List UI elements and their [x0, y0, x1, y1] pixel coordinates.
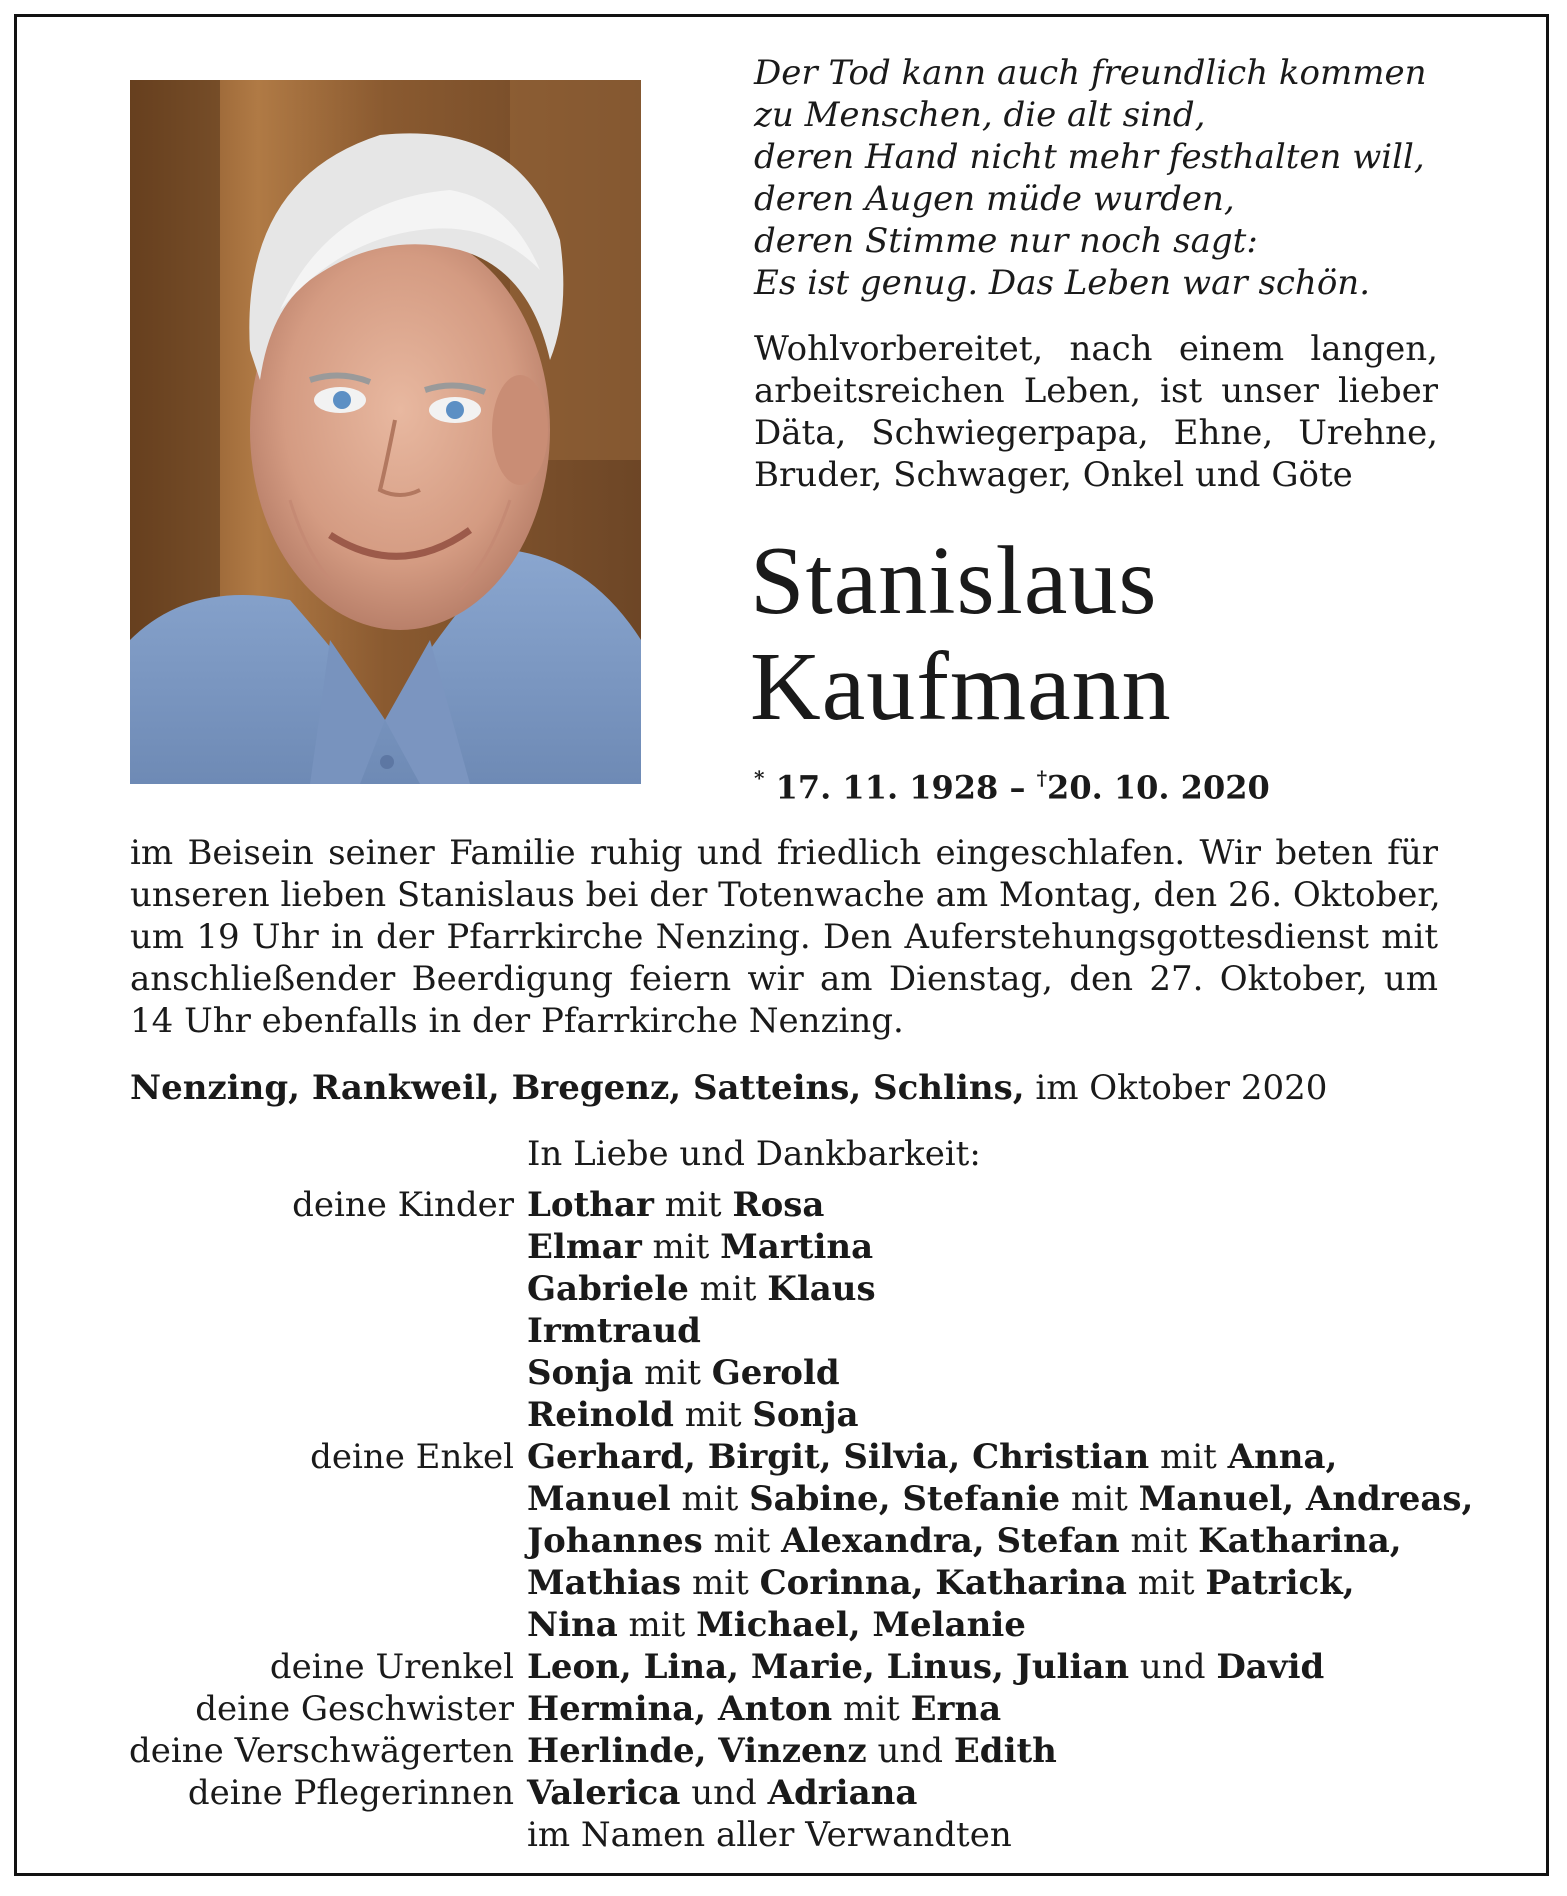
poem-line: zu Menschen, die alt sind, [754, 95, 1206, 135]
relative-name: Erna [910, 1689, 1002, 1729]
family-row-enkel [0, 1562, 1567, 1604]
connector-word: mit [670, 1479, 750, 1519]
closing-line: im Namen aller Verwandten [527, 1815, 1012, 1855]
announcement-line: um 19 Uhr in der Pfarrkirche Nenzing. Den Auferstehungsgottesdienst mit [130, 917, 1438, 957]
relative-name: Manuel, Andreas, [1138, 1479, 1474, 1519]
relative-name: Michael, Melanie [696, 1605, 1026, 1645]
announcement-text [130, 832, 1441, 1042]
relation-label [0, 1604, 527, 1646]
intro-line: Bruder, Schwager, Onkel und Göte [754, 455, 1353, 495]
relative-name: Reinold [527, 1395, 674, 1435]
relation-label: deine Verschwägerten [129, 1731, 514, 1771]
poem-line: deren Stimme nur noch sagt: [754, 221, 1258, 261]
intro-line: Däta, Schwiegerpapa, Ehne, Urehne, [754, 413, 1438, 453]
birth-date: 17. 11. 1928 [775, 768, 999, 807]
death-date: 20. 10. 2020 [1047, 768, 1270, 807]
relative-name: Corinna, Katharina [759, 1563, 1127, 1603]
intro-line: Wohlvorbereitet, nach einem langen, [754, 329, 1438, 369]
relative-name: Sonja [527, 1353, 634, 1393]
relation-label [0, 1520, 527, 1562]
relation-label [0, 1268, 527, 1310]
relative-names [527, 1688, 1001, 1730]
relation-label [0, 1352, 527, 1394]
relative-name: David [1216, 1647, 1325, 1687]
poem-line: Es ist genug. Das Leben war schön. [754, 263, 1371, 303]
relative-name: Valerica [527, 1773, 681, 1813]
family-row-kinder [0, 1226, 1567, 1268]
relative-name: Gabriele [527, 1269, 689, 1309]
relative-name: Johannes [527, 1521, 703, 1561]
family-row-enkel [0, 1604, 1567, 1646]
relation-label: deine Urenkel [269, 1647, 514, 1687]
relative-name: Herlinde, Vinzenz [527, 1731, 867, 1771]
last-name: Kaufmann [750, 633, 1172, 741]
places-line [130, 1068, 1327, 1108]
intro-line: arbeitsreichen Leben, ist unser lieber [754, 371, 1438, 411]
relative-name: Adriana [767, 1773, 918, 1813]
connector-word: mit [702, 1521, 782, 1561]
announcement-line: anschließender Beerdigung feiern wir am Dienstag, den 27. Oktober, um [130, 959, 1438, 999]
relative-names [527, 1184, 824, 1226]
relative-name: Lothar [527, 1185, 654, 1225]
relative-name: Rosa [732, 1185, 825, 1225]
relative-names [527, 1730, 1057, 1772]
relative-name: Anna, [1227, 1437, 1338, 1477]
relative-names [527, 1562, 1355, 1604]
connector-word: mit [1119, 1521, 1199, 1561]
places-locations: Nenzing, Rankweil, Bregenz, Satteins, Schlins, [130, 1068, 1025, 1108]
relation-label [0, 1478, 527, 1520]
family-row-kinder [0, 1394, 1567, 1436]
relation-label: deine Geschwister [195, 1689, 514, 1729]
family-row-kinder [0, 1310, 1567, 1352]
life-dates [754, 768, 1270, 807]
date-dash: – [1009, 768, 1026, 807]
portrait-image [130, 80, 641, 784]
connector-word: mit [681, 1563, 760, 1603]
relative-name: Katharina, [1198, 1521, 1402, 1561]
announcement-line: unseren lieben Stanislaus bei der Totenwache am Montag, den 26. Oktober, [130, 875, 1441, 915]
family-row-kinder [0, 1184, 1567, 1226]
connector-word: mit [673, 1395, 753, 1435]
relative-name: Sabine, Stefanie [749, 1479, 1061, 1519]
relative-names [527, 1520, 1402, 1562]
connector-word: mit [1126, 1563, 1206, 1603]
relative-name: Manuel [527, 1479, 671, 1519]
connector-word: mit [1060, 1479, 1139, 1519]
relative-names [527, 1604, 1026, 1646]
signoff: In Liebe und Dankbarkeit: [527, 1134, 981, 1174]
connector-word: mit [1149, 1437, 1228, 1477]
relative-name: Elmar [527, 1227, 642, 1267]
family-row-enkel [0, 1436, 1567, 1478]
places-date: im Oktober 2020 [1024, 1068, 1328, 1108]
family-list [0, 1184, 1567, 1856]
relative-names [527, 1268, 876, 1310]
relation-label: deine Enkel [310, 1437, 514, 1477]
connector-word: und [1129, 1647, 1217, 1687]
relative-name: Hermina, Anton [527, 1689, 833, 1729]
connector-word: mit [633, 1353, 712, 1393]
relative-names [527, 1226, 873, 1268]
family-row-pflegerinnen [0, 1772, 1567, 1814]
relative-name: Martina [720, 1227, 874, 1267]
relative-name: Gerhard, Birgit, Silvia, Christian [527, 1437, 1150, 1477]
relative-name: Mathias [527, 1563, 682, 1603]
relation-label: deine Kinder [292, 1185, 514, 1225]
family-row-urenkel [0, 1646, 1567, 1688]
announcement-line: 14 Uhr ebenfalls in der Pfarrkirche Nenzing. [130, 1001, 904, 1041]
relative-name: Nina [527, 1605, 618, 1645]
poem-line: Der Tod kann auch freundlich kommen [754, 53, 1427, 93]
connector-word: und [680, 1773, 768, 1813]
relative-names [527, 1352, 840, 1394]
relation-label [0, 1310, 527, 1352]
connector-word: mit [617, 1605, 697, 1645]
relative-name: Sonja [752, 1395, 859, 1435]
connector-word: mit [688, 1269, 768, 1309]
relative-names [527, 1436, 1337, 1478]
poem-line: deren Augen müde wurden, [754, 179, 1235, 219]
relative-name: Klaus [767, 1269, 876, 1309]
relative-names [527, 1772, 917, 1814]
connector-word: und [866, 1731, 954, 1771]
relative-name: Edith [953, 1731, 1057, 1771]
connector-word: mit [832, 1689, 911, 1729]
family-row-kinder [0, 1268, 1567, 1310]
relative-name: Leon, Lina, Marie, Linus, Julian [527, 1647, 1130, 1687]
poem-line: deren Hand nicht mehr festhalten will, [754, 137, 1425, 177]
relative-names [527, 1310, 701, 1352]
relative-name: Alexandra, Stefan [781, 1521, 1120, 1561]
death-symbol: † [1036, 766, 1048, 790]
family-row-enkel [0, 1478, 1567, 1520]
connector-word: mit [641, 1227, 721, 1267]
announcement-line: im Beisein seiner Familie ruhig und friedlich eingeschlafen. Wir beten für [130, 833, 1438, 873]
family-row-enkel [0, 1520, 1567, 1562]
relative-name: Gerold [711, 1353, 840, 1393]
relative-name: Irmtraud [527, 1311, 701, 1351]
family-row-kinder [0, 1352, 1567, 1394]
portrait-photo [130, 80, 641, 784]
deceased-name [750, 528, 1470, 740]
intro-text [754, 328, 1438, 496]
relative-names [527, 1478, 1473, 1520]
poem [754, 52, 1454, 304]
birth-symbol: * [754, 766, 765, 790]
relative-names [527, 1394, 859, 1436]
relative-name: Patrick, [1205, 1563, 1355, 1603]
connector-word: mit [653, 1185, 733, 1225]
relation-label [0, 1226, 527, 1268]
family-row-verschwaegerten [0, 1730, 1567, 1772]
relation-label: deine Pflegerinnen [187, 1773, 514, 1813]
family-row-geschwister [0, 1688, 1567, 1730]
relation-label [0, 1562, 527, 1604]
relation-label [0, 1394, 527, 1436]
first-name: Stanislaus [750, 527, 1158, 635]
relative-names [527, 1646, 1324, 1688]
